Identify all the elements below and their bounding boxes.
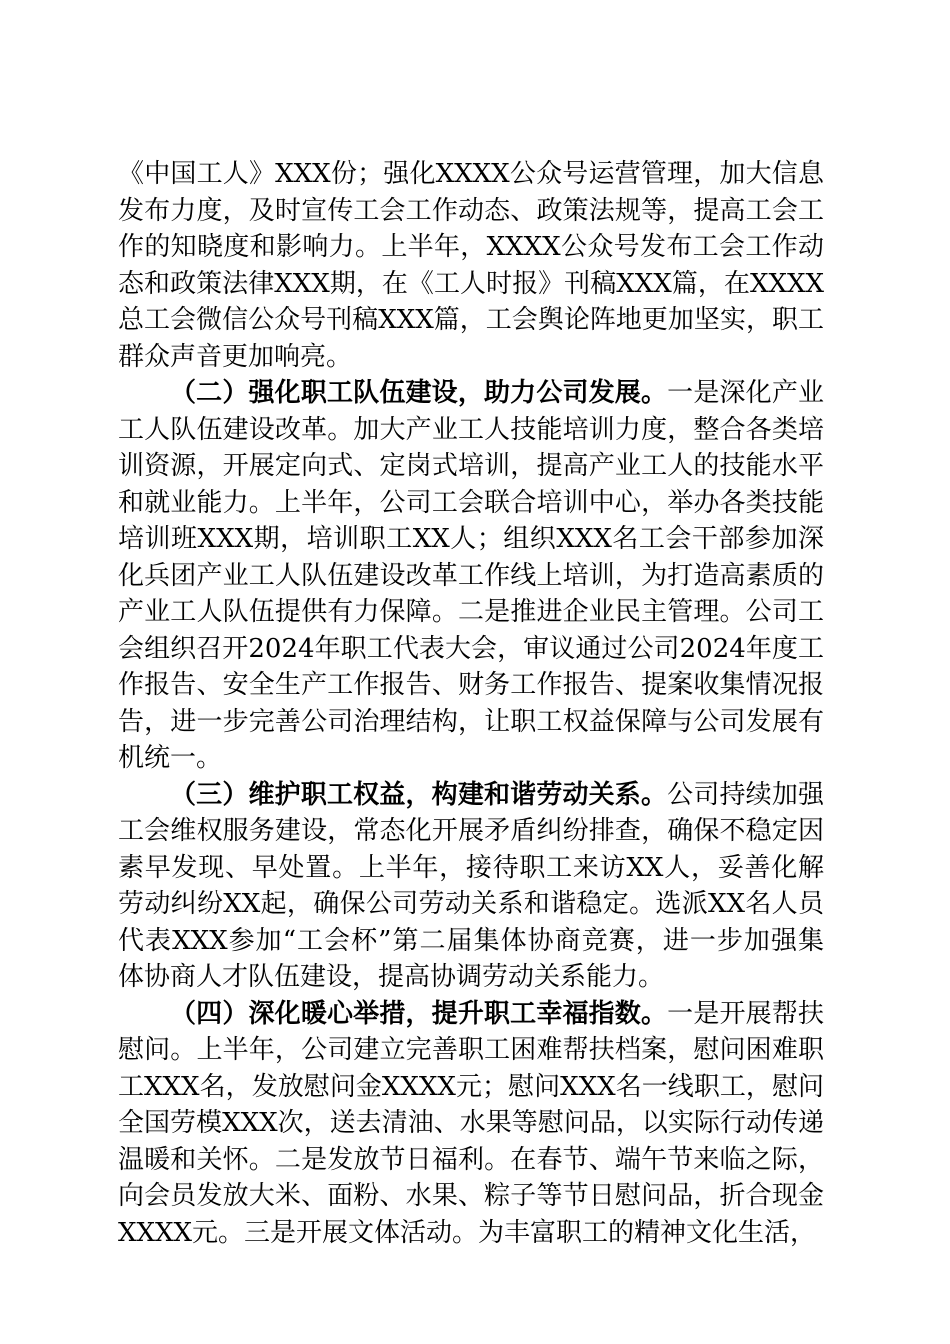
paragraph-text: 一是开展帮扶慰问。上半年，公司建立完善职工困难帮扶档案，慰问困难职工XXX名，发放慰问金XXXX元；慰问XXX名一线职工，慰问全国劳模XXX次，送去清油、水果等慰问品，以实际行动传递温暖和关怀。二是发放节日福利。在春节、端午节来临之际，向会员发放大米、面粉、水果、粽子等节日慰问品，折合现金XXXX元。三是开展文体活动。为丰富职工的精神文化生活， <box>118 998 824 1248</box>
document-body <box>118 156 824 1251</box>
paragraph-welfare <box>118 996 824 1252</box>
section-heading-2: （二）强化职工队伍建设，助力公司发展。 <box>170 378 668 408</box>
paragraph-rights <box>118 777 824 996</box>
paragraph-workforce <box>118 375 824 777</box>
paragraph-text: 公司持续加强工会维权服务建设，常态化开展矛盾纠纷排查，确保不稳定因素早发现、早处置。上半年，接待职工来访XX人，妥善化解劳动纠纷XX起，确保公司劳动关系和谐稳定。选派XX名人员代表XXX参加“工会杯”第二届集体协商竞赛，进一步加强集体协商人才队伍建设，提高协调劳动关系能力。 <box>118 779 824 992</box>
paragraph-text: 一是深化产业工人队伍建设改革。加大产业工人技能培训力度，整合各类培训资源，开展定向式、定岗式培训，提高产业工人的技能水平和就业能力。上半年，公司工会联合培训中心，举办各类技能培训班XXX期，培训职工XX人；组织XXX名工会干部参加深化兵团产业工人队伍建设改革工作线上培训，为打造高素质的产业工人队伍提供有力保障。二是推进企业民主管理。公司工会组织召开2024年职工代表大会，审议通过公司2024年度工作报告、安全生产工作报告、财务工作报告、提案收集情况报告，进一步完善公司治理结构，让职工权益保障与公司发展有机统一。 <box>118 378 824 773</box>
section-heading-4: （四）深化暖心举措，提升职工幸福指数。 <box>170 998 668 1029</box>
section-heading-3: （三）维护职工权益，构建和谐劳动关系。 <box>170 779 668 810</box>
paragraph-publicity <box>118 156 824 375</box>
paragraph-text: 《中国工人》XXX份；强化XXXX公众号运营管理，加大信息发布力度，及时宣传工会工作动态、政策法规等，提高工会工作的知晓度和影响力。上半年，XXXX公众号发布工会工作动态和政策法律XXX期，在《工人时报》刊稿XXX篇，在XXXX总工会微信公众号刊稿XXX篇，工会舆论阵地更加坚实，职工群众声音更加响亮。 <box>118 159 824 372</box>
